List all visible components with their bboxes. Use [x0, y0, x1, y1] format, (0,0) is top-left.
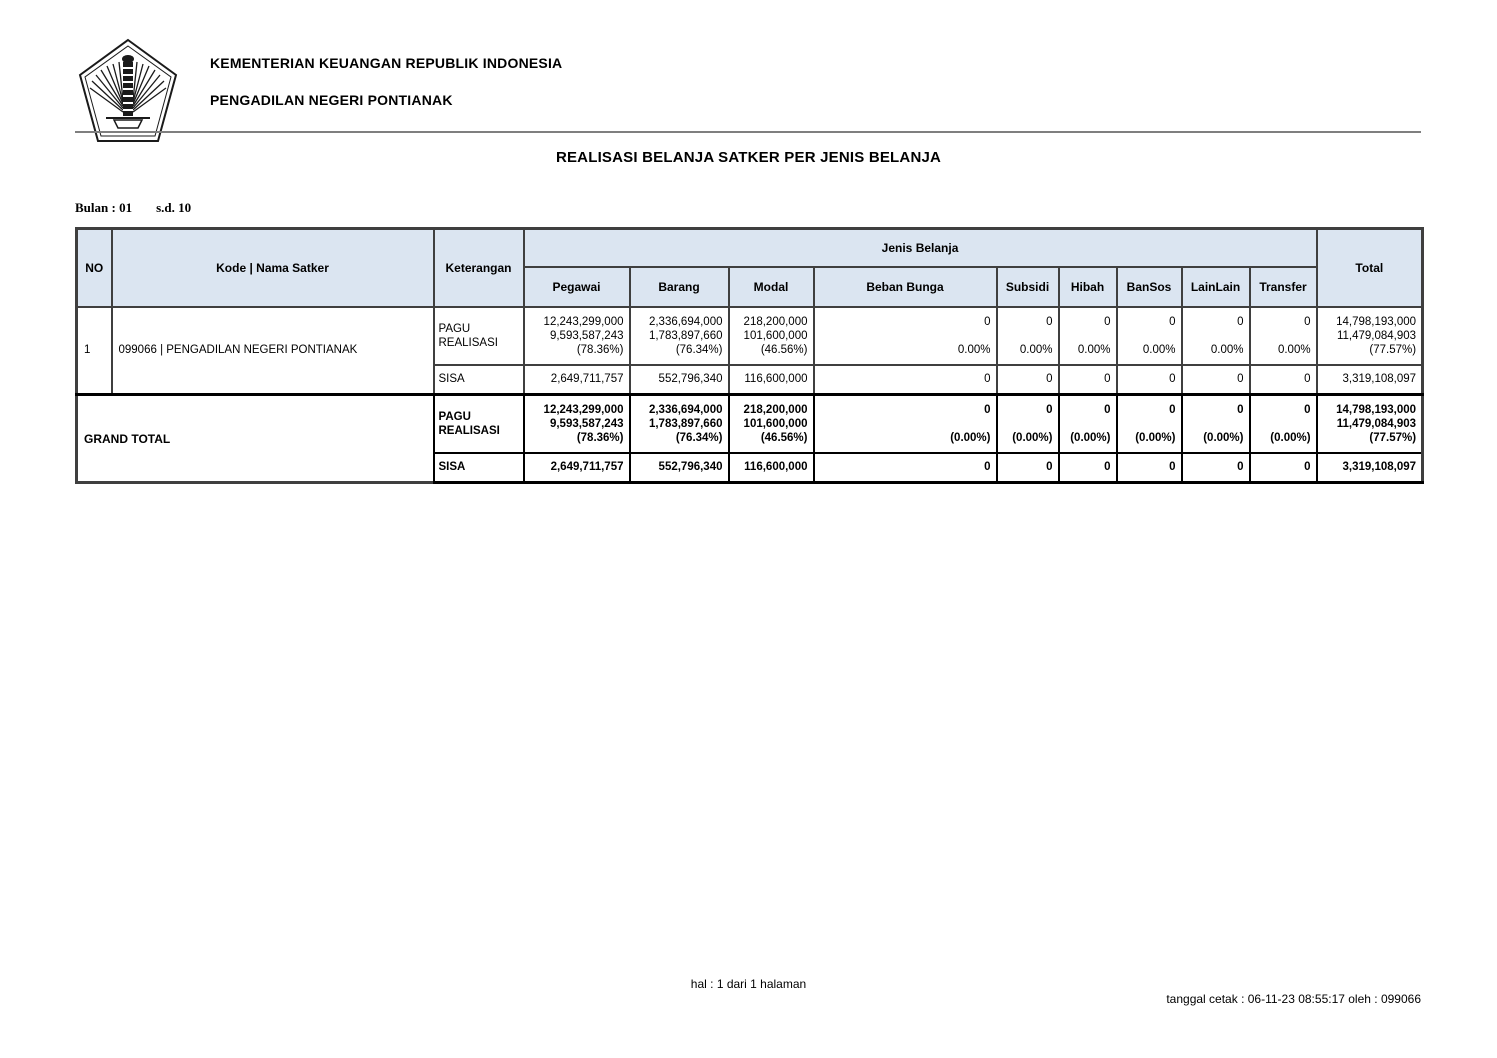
grand-value-cell-beban-bunga: 0 (0.00%) — [814, 395, 997, 453]
print-timestamp: tanggal cetak : 06-11-23 08:55:17 oleh : 099066 — [1166, 992, 1421, 1006]
col-header-lainlain: LainLain — [1182, 267, 1250, 307]
grand-sisa-cell-total: 3,319,108,097 — [1317, 453, 1423, 483]
sisa-cell-lainlain: 0 — [1182, 365, 1250, 395]
sisa-cell-modal: 116,600,000 — [729, 365, 814, 395]
col-header-hibah: Hibah — [1059, 267, 1117, 307]
period-sd: s.d. 10 — [156, 200, 192, 215]
col-header-subsidi: Subsidi — [997, 267, 1059, 307]
grand-value-cell-bansos: 0 (0.00%) — [1117, 395, 1182, 453]
value-cell-barang: 2,336,694,000 1,783,897,660 (76.34%) — [630, 307, 729, 365]
sisa-cell-subsidi: 0 — [997, 365, 1059, 395]
keterangan-pagu-realisasi: PAGU REALISASI — [434, 307, 524, 365]
report-title: REALISASI BELANJA SATKER PER JENIS BELANJA — [555, 149, 942, 166]
sisa-cell-beban-bunga: 0 — [814, 365, 997, 395]
value-cell-pegawai: 12,243,299,000 9,593,587,243 (78.36%) — [524, 307, 630, 365]
letterhead-divider — [75, 131, 1421, 133]
grand-total-pagu-realisasi-row — [77, 395, 1423, 453]
grand-sisa-cell-modal: 116,600,000 — [729, 453, 814, 483]
col-header-satker: Kode | Nama Satker — [112, 229, 434, 307]
grand-total-label: GRAND TOTAL — [77, 395, 434, 483]
table-row-pagu-realisasi — [77, 307, 1423, 365]
grand-total-group — [77, 395, 1423, 483]
table-header — [77, 229, 1423, 307]
sisa-cell-hibah: 0 — [1059, 365, 1117, 395]
grand-sisa-cell-beban-bunga: 0 — [814, 453, 997, 483]
realisasi-table — [75, 227, 1424, 484]
col-header-bansos: BanSos — [1117, 267, 1182, 307]
report-table-wrapper — [75, 227, 1424, 484]
kemenkeu-logo-icon — [78, 38, 178, 143]
grand-value-cell-total: 14,798,193,000 11,479,084,903 (77.57%) — [1317, 395, 1423, 453]
col-header-no: NO — [77, 229, 112, 307]
col-header-beban-bunga: Beban Bunga — [814, 267, 997, 307]
value-cell-transfer: 0 0.00% — [1250, 307, 1317, 365]
grand-value-cell-hibah: 0 (0.00%) — [1059, 395, 1117, 453]
col-header-total: Total — [1317, 229, 1423, 307]
value-cell-total: 14,798,193,000 11,479,084,903 (77.57%) — [1317, 307, 1423, 365]
satker-name: 099066 | PENGADILAN NEGERI PONTIANAK — [112, 307, 434, 395]
grand-sisa-cell-hibah: 0 — [1059, 453, 1117, 483]
value-cell-modal: 218,200,000 101,600,000 (46.56%) — [729, 307, 814, 365]
period-line — [75, 200, 191, 216]
grand-value-cell-transfer: 0 (0.00%) — [1250, 395, 1317, 453]
grand-sisa-cell-transfer: 0 — [1250, 453, 1317, 483]
grand-sisa-cell-barang: 552,796,340 — [630, 453, 729, 483]
col-header-barang: Barang — [630, 267, 729, 307]
row-number: 1 — [77, 307, 112, 395]
office-name: PENGADILAN NEGERI PONTIANAK — [210, 92, 453, 108]
sisa-cell-total: 3,319,108,097 — [1317, 365, 1423, 395]
keterangan-sisa: SISA — [434, 453, 524, 483]
value-cell-subsidi: 0 0.00% — [997, 307, 1059, 365]
grand-value-cell-barang: 2,336,694,000 1,783,897,660 (76.34%) — [630, 395, 729, 453]
sisa-cell-barang: 552,796,340 — [630, 365, 729, 395]
value-cell-lainlain: 0 0.00% — [1182, 307, 1250, 365]
period-bulan: Bulan : 01 — [75, 200, 133, 215]
value-cell-hibah: 0 0.00% — [1059, 307, 1117, 365]
sisa-cell-bansos: 0 — [1117, 365, 1182, 395]
col-header-pegawai: Pegawai — [524, 267, 630, 307]
grand-value-cell-lainlain: 0 (0.00%) — [1182, 395, 1250, 453]
col-group-jenis-belanja: Jenis Belanja — [524, 229, 1317, 267]
sisa-cell-transfer: 0 — [1250, 365, 1317, 395]
value-cell-beban-bunga: 0 0.00% — [814, 307, 997, 365]
grand-sisa-cell-subsidi: 0 — [997, 453, 1059, 483]
grand-value-cell-pegawai: 12,243,299,000 9,593,587,243 (78.36%) — [524, 395, 630, 453]
col-header-transfer: Transfer — [1250, 267, 1317, 307]
keterangan-pagu-realisasi: PAGU REALISASI — [434, 395, 524, 453]
grand-sisa-cell-bansos: 0 — [1117, 453, 1182, 483]
grand-value-cell-subsidi: 0 (0.00%) — [997, 395, 1059, 453]
col-header-keterangan: Keterangan — [434, 229, 524, 307]
ministry-name: KEMENTERIAN KEUANGAN REPUBLIK INDONESIA — [210, 55, 563, 71]
grand-sisa-cell-pegawai: 2,649,711,757 — [524, 453, 630, 483]
page-indicator: hal : 1 dari 1 halaman — [690, 977, 807, 991]
sisa-cell-pegawai: 2,649,711,757 — [524, 365, 630, 395]
col-header-modal: Modal — [729, 267, 814, 307]
grand-sisa-cell-lainlain: 0 — [1182, 453, 1250, 483]
grand-value-cell-modal: 218,200,000 101,600,000 (46.56%) — [729, 395, 814, 453]
value-cell-bansos: 0 0.00% — [1117, 307, 1182, 365]
keterangan-sisa: SISA — [434, 365, 524, 395]
satker-row-group — [77, 307, 1423, 395]
